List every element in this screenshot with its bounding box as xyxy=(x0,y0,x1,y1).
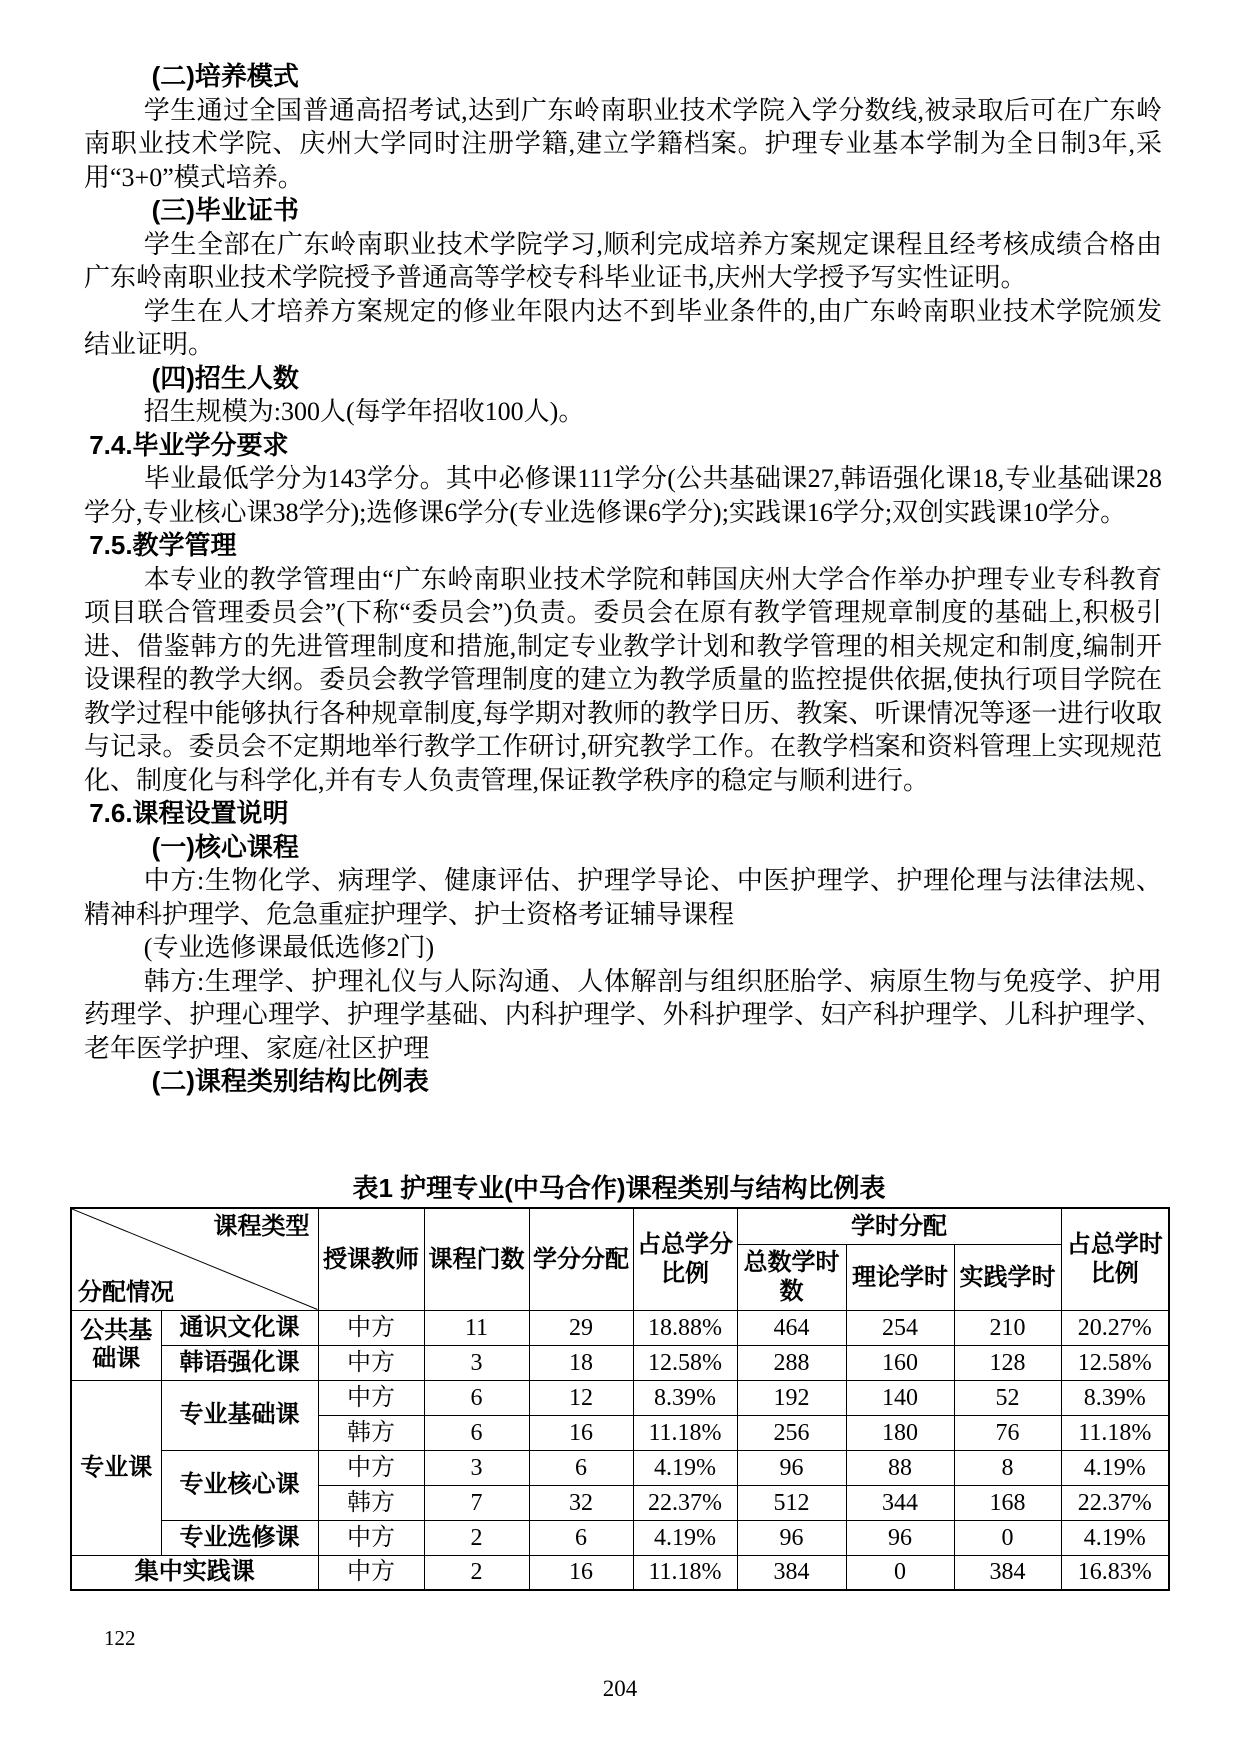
heading-teaching-management: 7.5.教学管理 xyxy=(89,530,237,560)
total-hours-cell: 512 xyxy=(737,1485,846,1520)
course-type-cell: 专业核心课 xyxy=(161,1450,318,1520)
teacher-cell: 中方 xyxy=(318,1380,424,1415)
teacher-cell: 中方 xyxy=(318,1555,424,1590)
page-number: 204 xyxy=(602,1676,638,1701)
total-hours-cell: 384 xyxy=(737,1555,846,1590)
heading-diploma: (三)毕业证书 xyxy=(151,195,299,225)
course-type-cell: 专业基础课 xyxy=(161,1380,318,1450)
col-header-practice-hours: 实践学时 xyxy=(954,1244,1061,1310)
paragraph: 本专业的教学管理由“广东岭南职业技术学院和韩国庆州大学合作举办护理专业专科教育项目联合管理委员会”(下称“委员会”)负责。委员会在原有教学管理规章制度的基础上,积极引进、借鉴韩方的先进管理制度和措施,制定专业教学计划和教学管理的相关规定和制度,编制开设课程的教学大纲。委员会教学管理制度的建立为教学质量的监控提供依据,使执行项目学院在教学过程中能够执行各种规章制度,每学期对教师的教学日历、教案、听课情况等逐一进行收取与记录。委员会不定期地举行教学工作研讨,研究教学工作。在教学档案和资料管理上实现规范化、制度化与科学化,并有专人负责管理,保证教学秩序的稳定与顺利进行。 xyxy=(84,564,1162,795)
course-type-cell: 通识文化课 xyxy=(161,1310,318,1345)
credits-cell: 6 xyxy=(529,1520,633,1555)
total-hours-cell: 192 xyxy=(737,1380,846,1415)
courses-cell: 2 xyxy=(424,1555,529,1590)
credits-cell: 18 xyxy=(529,1345,633,1380)
hours-pct-cell: 4.19% xyxy=(1061,1520,1169,1555)
hours-pct-cell: 22.37% xyxy=(1061,1485,1169,1520)
courses-cell: 6 xyxy=(424,1415,529,1450)
courses-cell: 3 xyxy=(424,1345,529,1380)
col-header-course-count: 课程门数 xyxy=(424,1208,529,1310)
heading-training-mode: (二)培养模式 xyxy=(151,61,299,91)
theory-hours-cell: 344 xyxy=(846,1485,954,1520)
theory-hours-cell: 160 xyxy=(846,1345,954,1380)
practice-hours-cell: 168 xyxy=(954,1485,1061,1520)
credit-pct-cell: 22.37% xyxy=(633,1485,737,1520)
paragraph: (专业选修课最低选修2门) xyxy=(143,933,435,962)
hours-pct-cell: 4.19% xyxy=(1061,1450,1169,1485)
theory-hours-cell: 96 xyxy=(846,1520,954,1555)
footnote-number: 122 xyxy=(104,1626,136,1650)
table-row xyxy=(71,1450,1169,1485)
hours-pct-cell: 8.39% xyxy=(1061,1380,1169,1415)
practice-hours-cell: 52 xyxy=(954,1380,1061,1415)
paragraph: 韩方:生理学、护理礼仪与人际沟通、人体解剖与组织胚胎学、病原生物与免疫学、护用药理学、护理心理学、护理学基础、内科护理学、外科护理学、妇产科护理学、儿科护理学、老年医学护理、家庭/社区护理 xyxy=(84,966,1162,1063)
credit-pct-cell: 4.19% xyxy=(633,1520,737,1555)
corner-label-allocation: 分配情况 xyxy=(78,1278,174,1306)
table-row xyxy=(71,1310,1169,1345)
teacher-cell: 中方 xyxy=(318,1310,424,1345)
hours-pct-cell: 11.18% xyxy=(1061,1415,1169,1450)
paragraph: 学生通过全国普通高招考试,达到广东岭南职业技术学院入学分数线,被录取后可在广东岭南职业技术学院、庆州大学同时注册学籍,建立学籍档案。护理专业基本学制为全日制3年,采用“3+0”模式培养。 xyxy=(84,95,1162,192)
credits-cell: 16 xyxy=(529,1415,633,1450)
col-header-teacher: 授课教师 xyxy=(318,1208,424,1310)
credit-pct-cell: 11.18% xyxy=(633,1415,737,1450)
col-header-total-hours: 总数学时数 xyxy=(737,1244,846,1310)
hours-pct-cell: 20.27% xyxy=(1061,1310,1169,1345)
credit-pct-cell: 18.88% xyxy=(633,1310,737,1345)
total-hours-cell: 96 xyxy=(737,1450,846,1485)
table-row xyxy=(71,1555,1169,1590)
courses-cell: 6 xyxy=(424,1380,529,1415)
document-body xyxy=(84,60,1162,1099)
teacher-cell: 中方 xyxy=(318,1450,424,1485)
hours-pct-cell: 12.58% xyxy=(1061,1345,1169,1380)
hours-pct-cell: 16.83% xyxy=(1061,1555,1169,1590)
category-cell: 公共基础课 xyxy=(71,1310,161,1380)
course-structure-table xyxy=(70,1207,1170,1591)
table-row xyxy=(71,1345,1169,1380)
heading-credit-requirements: 7.4.毕业学分要求 xyxy=(89,429,289,460)
category-cell: 集中实践课 xyxy=(71,1555,318,1590)
credit-pct-cell: 12.58% xyxy=(633,1345,737,1380)
heading-course-setup: 7.6.课程设置说明 xyxy=(89,798,289,828)
credit-pct-cell: 11.18% xyxy=(633,1555,737,1590)
col-header-hours-group: 学时分配 xyxy=(737,1208,1061,1244)
practice-hours-cell: 384 xyxy=(954,1555,1061,1590)
table-row xyxy=(71,1520,1169,1555)
courses-cell: 3 xyxy=(424,1450,529,1485)
col-header-theory-hours: 理论学时 xyxy=(846,1244,954,1310)
credits-cell: 29 xyxy=(529,1310,633,1345)
practice-hours-cell: 128 xyxy=(954,1345,1061,1380)
practice-hours-cell: 76 xyxy=(954,1415,1061,1450)
credits-cell: 6 xyxy=(529,1450,633,1485)
heading-core-courses: (一)核心课程 xyxy=(151,831,299,862)
course-type-cell: 韩语强化课 xyxy=(161,1345,318,1380)
total-hours-cell: 464 xyxy=(737,1310,846,1345)
table-title: 表1 护理专业(中马合作)课程类别与结构比例表 xyxy=(352,1173,886,1203)
paragraph: 学生全部在广东岭南职业技术学院学习,顺利完成培养方案规定课程且经考核成绩合格由广东岭南职业技术学院授予普通高等学校专科毕业证书,庆州大学授予写实性证明。 xyxy=(84,229,1162,292)
col-header-credit-pct: 占总学分比例 xyxy=(633,1208,737,1310)
theory-hours-cell: 254 xyxy=(846,1310,954,1345)
course-structure-section xyxy=(70,1172,1168,1591)
theory-hours-cell: 0 xyxy=(846,1555,954,1590)
theory-hours-cell: 88 xyxy=(846,1450,954,1485)
credits-cell: 16 xyxy=(529,1555,633,1590)
corner-label-course-type: 课程类型 xyxy=(213,1213,310,1240)
total-hours-cell: 256 xyxy=(737,1415,846,1450)
theory-hours-cell: 180 xyxy=(846,1415,954,1450)
col-header-hours-pct: 占总学时比例 xyxy=(1061,1208,1169,1310)
paragraph: 中方:生物化学、病理学、健康评估、护理学导论、中医护理学、护理伦理与法律法规、精神科护理学、危急重症护理学、护士资格考证辅导课程 xyxy=(84,866,1162,929)
credits-cell: 12 xyxy=(529,1380,633,1415)
courses-cell: 7 xyxy=(424,1485,529,1520)
courses-cell: 2 xyxy=(424,1520,529,1555)
paragraph: 毕业最低学分为143学分。其中必修课111学分(公共基础课27,韩语强化课18,专业基础课28学分,专业核心课38学分);选修课6学分(专业选修课6学分);实践课16学分;双创实践课10学分。 xyxy=(84,464,1162,527)
credit-pct-cell: 8.39% xyxy=(633,1380,737,1415)
theory-hours-cell: 140 xyxy=(846,1380,954,1415)
practice-hours-cell: 0 xyxy=(954,1520,1061,1555)
col-header-credit: 学分分配 xyxy=(529,1208,633,1310)
paragraph: 学生在人才培养方案规定的修业年限内达不到毕业条件的,由广东岭南职业技术学院颁发结业证明。 xyxy=(84,296,1162,359)
teacher-cell: 中方 xyxy=(318,1520,424,1555)
course-type-cell: 专业选修课 xyxy=(161,1520,318,1555)
corner-header-cell xyxy=(71,1208,318,1310)
teacher-cell: 中方 xyxy=(318,1345,424,1380)
table-row xyxy=(71,1380,1169,1415)
total-hours-cell: 96 xyxy=(737,1520,846,1555)
practice-hours-cell: 210 xyxy=(954,1310,1061,1345)
credits-cell: 32 xyxy=(529,1485,633,1520)
courses-cell: 11 xyxy=(424,1310,529,1345)
practice-hours-cell: 8 xyxy=(954,1450,1061,1485)
heading-enrollment: (四)招生人数 xyxy=(151,362,299,393)
category-cell: 专业课 xyxy=(71,1380,161,1555)
total-hours-cell: 288 xyxy=(737,1345,846,1380)
paragraph: 招生规模为:300人(每学年招收100人)。 xyxy=(143,397,585,426)
teacher-cell: 韩方 xyxy=(318,1415,424,1450)
heading-structure-table: (二)课程类别结构比例表 xyxy=(151,1066,429,1096)
teacher-cell: 韩方 xyxy=(318,1485,424,1520)
credit-pct-cell: 4.19% xyxy=(633,1450,737,1485)
